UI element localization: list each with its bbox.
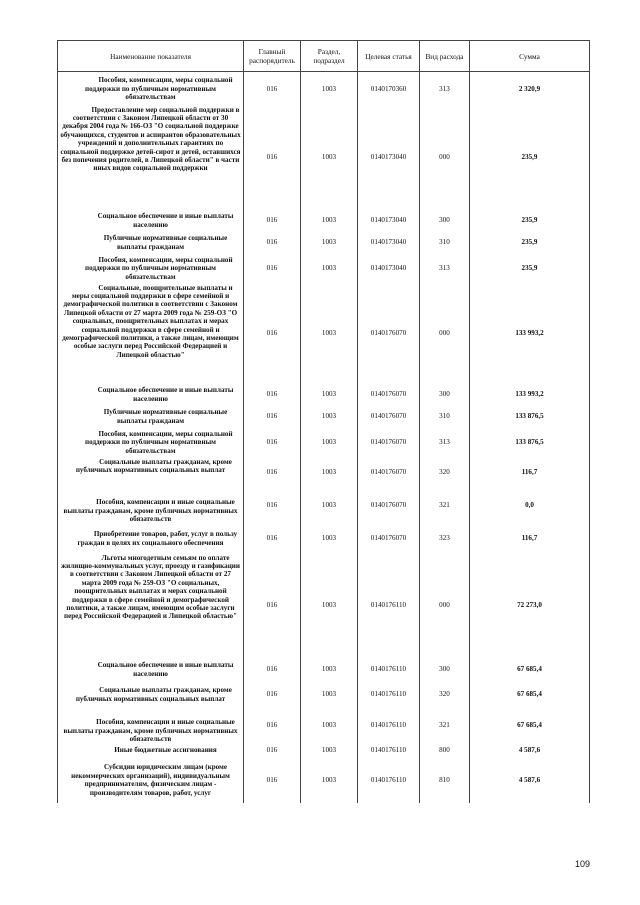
row-sum: 67 685,4 <box>470 658 590 682</box>
row-section: 1003 <box>301 210 358 232</box>
row-sum: 133 993,2 <box>470 284 590 384</box>
row-type: 000 <box>420 106 470 210</box>
row-name: Социальное обеспечение и иные выплаты населению <box>58 658 244 682</box>
row-admin: 016 <box>244 428 301 458</box>
row-type: 323 <box>420 524 470 554</box>
row-section: 1003 <box>301 284 358 384</box>
table-row <box>58 284 590 384</box>
row-sum: 235,9 <box>470 254 590 284</box>
table-row <box>58 682 590 708</box>
row-admin: 016 <box>244 708 301 744</box>
row-section: 1003 <box>301 384 358 406</box>
table-row <box>58 384 590 406</box>
row-target: 0140173040 <box>358 232 420 254</box>
row-target: 0140176070 <box>358 488 420 524</box>
row-sum: 67 685,4 <box>470 682 590 708</box>
row-type: 300 <box>420 210 470 232</box>
row-type: 800 <box>420 744 470 758</box>
row-sum: 133 876,5 <box>470 428 590 458</box>
row-name: Социальные выплаты гражданам, кроме публичных нормативных социальных выплат <box>58 458 244 488</box>
row-sum: 235,9 <box>470 232 590 254</box>
row-admin: 016 <box>244 72 301 106</box>
page-number: 109 <box>574 859 590 869</box>
row-type: 320 <box>420 458 470 488</box>
row-name: Пособия, компенсации, меры социальной поддержки по публичным нормативным обязательствам <box>58 72 244 106</box>
row-type: 810 <box>420 758 470 804</box>
row-admin: 016 <box>244 232 301 254</box>
row-admin: 016 <box>244 524 301 554</box>
row-type: 313 <box>420 72 470 106</box>
table-row <box>58 106 590 210</box>
row-admin: 016 <box>244 384 301 406</box>
row-sum: 67 685,4 <box>470 708 590 744</box>
row-section: 1003 <box>301 658 358 682</box>
row-name: Предоставление мер социальной поддержки в соответствии с Законом Липецкой области от 30 декабря 2004 года № 166-ОЗ "О социальной поддержке обучающихся, студентов и аспирантов образовательных учреждений и дополнительных гарантиях по социальной поддержке детей-сирот и детей, оставшихся без попечения родителей, в Липецкой области" в части иных видов социальной поддержки <box>58 106 244 210</box>
row-sum: 116,7 <box>470 458 590 488</box>
row-sum: 133 876,5 <box>470 406 590 428</box>
row-type: 313 <box>420 254 470 284</box>
row-section: 1003 <box>301 72 358 106</box>
table-row <box>58 428 590 458</box>
row-admin: 016 <box>244 106 301 210</box>
row-sum: 116,7 <box>470 524 590 554</box>
row-sum: 72 273,0 <box>470 554 590 658</box>
row-target: 0140176110 <box>358 554 420 658</box>
table-row <box>58 458 590 488</box>
row-admin: 016 <box>244 744 301 758</box>
row-name: Публичные нормативные социальные выплаты гражданам <box>58 232 244 254</box>
table-row <box>58 406 590 428</box>
table-header-row <box>58 41 590 72</box>
row-type: 321 <box>420 708 470 744</box>
table-row <box>58 488 590 524</box>
row-type: 300 <box>420 658 470 682</box>
row-admin: 016 <box>244 406 301 428</box>
row-sum: 235,9 <box>470 210 590 232</box>
row-target: 0140173040 <box>358 210 420 232</box>
row-sum: 2 320,9 <box>470 72 590 106</box>
table-row <box>58 524 590 554</box>
row-section: 1003 <box>301 708 358 744</box>
row-section: 1003 <box>301 524 358 554</box>
row-admin: 016 <box>244 658 301 682</box>
row-name: Субсидии юридическим лицам (кроме некоммерческих организаций), индивидуальным предпринимателям, физическим лицам - производителям товаров, работ, услуг <box>58 758 244 804</box>
row-target: 0140176110 <box>358 658 420 682</box>
row-section: 1003 <box>301 406 358 428</box>
row-name: Пособия, компенсации и иные социальные выплаты гражданам, кроме публичных нормативных обязательств <box>58 488 244 524</box>
row-name: Социальное обеспечение и иные выплаты населению <box>58 210 244 232</box>
row-target: 0140170360 <box>358 72 420 106</box>
row-admin: 016 <box>244 458 301 488</box>
row-name: Социальные выплаты гражданам, кроме публичных нормативных социальных выплат <box>58 682 244 708</box>
row-sum: 235,9 <box>470 106 590 210</box>
row-sum: 133 993,2 <box>470 384 590 406</box>
row-type: 000 <box>420 554 470 658</box>
row-name: Пособия, компенсации и иные социальные выплаты гражданам, кроме публичных нормативных обязательств <box>58 708 244 744</box>
header-sum: Сумма <box>470 41 590 72</box>
table-row <box>58 232 590 254</box>
row-target: 0140176110 <box>358 758 420 804</box>
row-type: 313 <box>420 428 470 458</box>
row-name: Приобретение товаров, работ, услуг в пользу граждан в целях их социального обеспечения <box>58 524 244 554</box>
row-section: 1003 <box>301 254 358 284</box>
row-name: Иные бюджетные ассигнования <box>58 744 244 758</box>
row-target: 0140176070 <box>358 428 420 458</box>
header-main-admin: Главный распорядитель <box>244 41 301 72</box>
row-target: 0140176110 <box>358 708 420 744</box>
row-admin: 016 <box>244 758 301 804</box>
row-section: 1003 <box>301 554 358 658</box>
row-admin: 016 <box>244 554 301 658</box>
budget-table <box>57 40 590 804</box>
header-name: Наименование показателя <box>58 41 244 72</box>
row-name: Льготы многодетным семьям по оплате жилищно-коммунальных услуг, проезду и газификации в соответствии с Законом Липецкой области от 27 марта 2009 года № 259-ОЗ "О социальных, поощрительных выплатах и мерах социальной поддержки в сфере семейной и демографической политики, а также лицам, имеющим особые заслуги перед Российской Федерацией и Липецкой областью" <box>58 554 244 658</box>
table-row <box>58 708 590 744</box>
row-section: 1003 <box>301 458 358 488</box>
row-type: 310 <box>420 232 470 254</box>
row-sum: 0,0 <box>470 488 590 524</box>
row-target: 0140176070 <box>358 284 420 384</box>
table-row <box>58 658 590 682</box>
row-admin: 016 <box>244 682 301 708</box>
row-sum: 4 587,6 <box>470 744 590 758</box>
row-section: 1003 <box>301 744 358 758</box>
row-admin: 016 <box>244 210 301 232</box>
row-name: Публичные нормативные социальные выплаты гражданам <box>58 406 244 428</box>
row-target: 0140176070 <box>358 458 420 488</box>
header-target: Целевая статья <box>358 41 420 72</box>
table-row <box>58 744 590 758</box>
row-section: 1003 <box>301 758 358 804</box>
row-target: 0140173040 <box>358 106 420 210</box>
row-sum: 4 587,6 <box>470 758 590 804</box>
row-name: Пособия, компенсации, меры социальной поддержки по публичным нормативным обязательствам <box>58 254 244 284</box>
table-row <box>58 554 590 658</box>
row-name: Социальное обеспечение и иные выплаты населению <box>58 384 244 406</box>
row-target: 0140176070 <box>358 406 420 428</box>
row-section: 1003 <box>301 232 358 254</box>
table-row <box>58 758 590 804</box>
row-name: Социальные, поощрительные выплаты и меры социальной поддержки в сфере семейной и демографической политики в соответствии с Законом Липецкой области от 27 марта 2009 года № 259-ОЗ "О социальных, поощрительных выплатах и мерах социальной поддержки в сфере семейной и демографической политики, а также лицам, имеющим особые заслуги перед Российской Федерацией и Липецкой областью" <box>58 284 244 384</box>
row-target: 0140176110 <box>358 744 420 758</box>
row-name: Пособия, компенсации, меры социальной поддержки по публичным нормативным обязательствам <box>58 428 244 458</box>
row-target: 0140176110 <box>358 682 420 708</box>
row-admin: 016 <box>244 254 301 284</box>
row-admin: 016 <box>244 488 301 524</box>
row-type: 320 <box>420 682 470 708</box>
row-target: 0140176070 <box>358 524 420 554</box>
row-section: 1003 <box>301 682 358 708</box>
row-section: 1003 <box>301 106 358 210</box>
row-type: 000 <box>420 284 470 384</box>
row-target: 0140173040 <box>358 254 420 284</box>
table-row <box>58 254 590 284</box>
row-section: 1003 <box>301 428 358 458</box>
header-expense-type: Вид расхода <box>420 41 470 72</box>
row-section: 1003 <box>301 488 358 524</box>
table-row <box>58 210 590 232</box>
table-row <box>58 72 590 106</box>
row-type: 321 <box>420 488 470 524</box>
row-type: 300 <box>420 384 470 406</box>
row-target: 0140176070 <box>358 384 420 406</box>
header-section: Раздел, подраздел <box>301 41 358 72</box>
row-admin: 016 <box>244 284 301 384</box>
row-type: 310 <box>420 406 470 428</box>
